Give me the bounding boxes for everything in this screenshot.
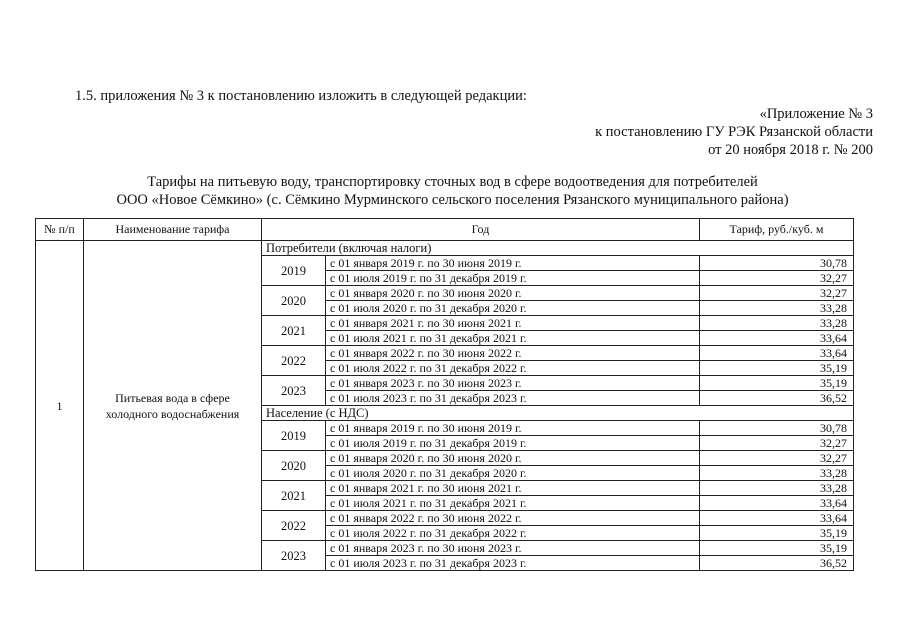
header-name: Наименование тарифа [84,219,262,241]
tariff-value: 35,19 [700,361,854,376]
tariff-value: 33,28 [700,316,854,331]
tariff-value: 32,27 [700,286,854,301]
period-cell: с 01 января 2019 г. по 30 июня 2019 г. [326,421,700,436]
tariff-value: 33,64 [700,496,854,511]
year-cell: 2020 [262,286,326,316]
header-num: № п/п [36,219,84,241]
period-cell: с 01 июля 2021 г. по 31 декабря 2021 г. [326,496,700,511]
tariff-value: 33,28 [700,481,854,496]
appendix-line-1: «Приложение № 3 [759,106,873,122]
period-cell: с 01 января 2020 г. по 30 июня 2020 г. [326,286,700,301]
header-year: Год [262,219,700,241]
tariff-value: 33,64 [700,511,854,526]
document-title [0,173,905,209]
year-cell: 2023 [262,541,326,571]
table-header-row [36,219,854,241]
tariff-value: 32,27 [700,451,854,466]
period-cell: с 01 января 2020 г. по 30 июня 2020 г. [326,451,700,466]
period-cell: с 01 января 2022 г. по 30 июня 2022 г. [326,511,700,526]
tariff-value: 35,19 [700,376,854,391]
intro-paragraph: 1.5. приложения № 3 к постановлению изложить в следующей редакции: [75,88,527,104]
period-cell: с 01 июля 2020 г. по 31 декабря 2020 г. [326,301,700,316]
year-cell: 2022 [262,511,326,541]
period-cell: с 01 июля 2019 г. по 31 декабря 2019 г. [326,436,700,451]
period-cell: с 01 января 2021 г. по 30 июня 2021 г. [326,316,700,331]
consumer-group-label: Население (с НДС) [262,406,854,421]
tariff-name: Питьевая вода в сфере холодного водоснабжения [84,241,262,571]
period-cell: с 01 июля 2023 г. по 31 декабря 2023 г. [326,391,700,406]
title-line-2: ООО «Новое Сёмкино» (с. Сёмкино Мурминского сельского поселения Рязанского муниципального района) [116,192,789,208]
tariff-value: 36,52 [700,391,854,406]
table-body [36,241,854,571]
appendix-reference [595,105,873,159]
tariff-value: 33,64 [700,331,854,346]
period-cell: с 01 января 2019 г. по 30 июня 2019 г. [326,256,700,271]
table-row [36,241,854,256]
tariff-value: 36,52 [700,556,854,571]
consumer-group-label: Потребители (включая налоги) [262,241,854,256]
tariff-value: 30,78 [700,256,854,271]
tariff-value: 32,27 [700,271,854,286]
appendix-line-3: от 20 ноября 2018 г. № 200 [708,142,873,158]
year-cell: 2019 [262,421,326,451]
row-number: 1 [36,241,84,571]
tariff-value: 33,64 [700,346,854,361]
period-cell: с 01 июля 2020 г. по 31 декабря 2020 г. [326,466,700,481]
appendix-line-2: к постановлению ГУ РЭК Рязанской области [595,124,873,140]
tariff-value: 32,27 [700,436,854,451]
tariff-value: 35,19 [700,526,854,541]
tariff-value: 33,28 [700,466,854,481]
period-cell: с 01 июля 2019 г. по 31 декабря 2019 г. [326,271,700,286]
period-cell: с 01 января 2021 г. по 30 июня 2021 г. [326,481,700,496]
year-cell: 2019 [262,256,326,286]
period-cell: с 01 января 2023 г. по 30 июня 2023 г. [326,376,700,391]
title-line-1: Тарифы на питьевую воду, транспортировку сточных вод в сфере водоотведения для потребителей [147,174,758,190]
year-cell: 2020 [262,451,326,481]
tariff-value: 30,78 [700,421,854,436]
tariff-value: 35,19 [700,541,854,556]
period-cell: с 01 июля 2022 г. по 31 декабря 2022 г. [326,361,700,376]
year-cell: 2021 [262,316,326,346]
period-cell: с 01 января 2022 г. по 30 июня 2022 г. [326,346,700,361]
period-cell: с 01 июля 2022 г. по 31 декабря 2022 г. [326,526,700,541]
year-cell: 2022 [262,346,326,376]
period-cell: с 01 июля 2021 г. по 31 декабря 2021 г. [326,331,700,346]
tariff-value: 33,28 [700,301,854,316]
year-cell: 2023 [262,376,326,406]
period-cell: с 01 июля 2023 г. по 31 декабря 2023 г. [326,556,700,571]
period-cell: с 01 января 2023 г. по 30 июня 2023 г. [326,541,700,556]
year-cell: 2021 [262,481,326,511]
header-tariff: Тариф, руб./куб. м [700,219,854,241]
tariff-table [35,218,854,571]
